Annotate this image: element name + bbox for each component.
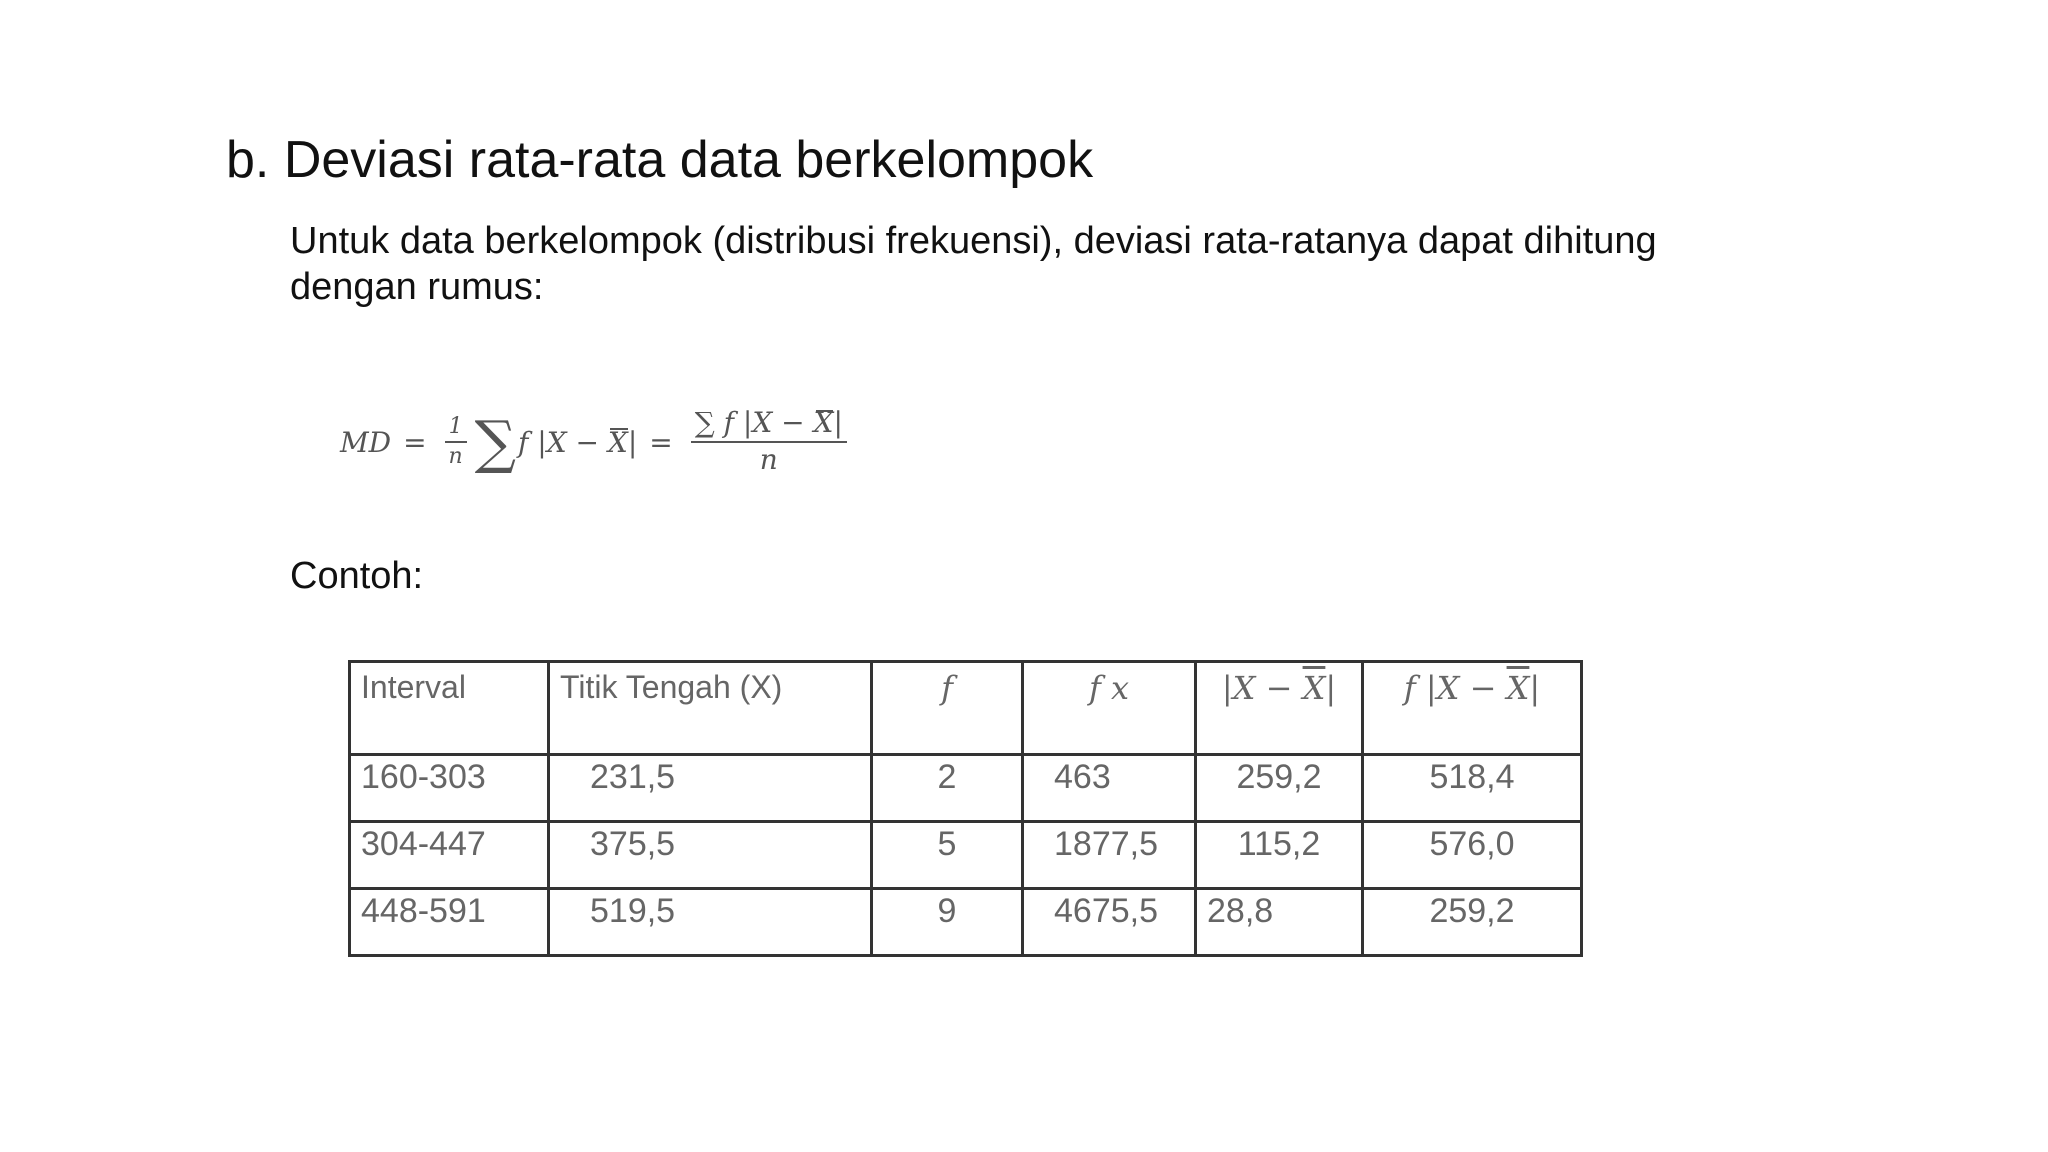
cell-f: 9	[872, 889, 1023, 956]
table-header-row	[350, 662, 1582, 755]
formula-frac1-denominator: n	[448, 444, 463, 469]
header-f-abs-deviation	[1363, 662, 1582, 755]
mean-deviation-formula	[340, 392, 853, 492]
formula-equals-1: =	[403, 425, 427, 459]
table-row	[350, 889, 1582, 956]
formula-frac1-numerator: 1	[445, 415, 467, 443]
formula-fraction-one-over-n	[445, 415, 467, 469]
formula-frac2-denominator: n	[759, 443, 778, 476]
header-dev-suffix: |	[1325, 669, 1337, 707]
formula-lhs: MD	[340, 425, 392, 459]
cell-f-abs-deviation: 576,0	[1363, 822, 1582, 889]
header-fdev-suffix: |	[1529, 669, 1541, 707]
cell-fx: 4675,5	[1023, 889, 1196, 956]
formula-frac2-num-start: ∑ f |X −	[694, 406, 814, 440]
cell-abs-deviation: 259,2	[1196, 755, 1363, 822]
cell-interval: 448-591	[350, 889, 549, 956]
formula-term-end: |	[627, 425, 638, 459]
formula-frac2-xbar: X	[813, 406, 834, 440]
header-f: f	[872, 662, 1023, 755]
formula-term-xbar: X	[607, 425, 628, 459]
cell-f-abs-deviation: 518,4	[1363, 755, 1582, 822]
cell-f: 5	[872, 822, 1023, 889]
formula-sigma: ∑	[474, 408, 516, 476]
table-row	[350, 755, 1582, 822]
header-dev-prefix: |X −	[1221, 669, 1303, 707]
cell-f-abs-deviation: 259,2	[1363, 889, 1582, 956]
header-abs-deviation	[1196, 662, 1363, 755]
formula-frac2-num-end: |	[833, 406, 843, 440]
formula-frac2-numerator	[691, 408, 847, 443]
header-titik-tengah: Titik Tengah (X)	[549, 662, 872, 755]
example-label: Contoh:	[290, 555, 424, 597]
cell-fx: 463	[1023, 755, 1196, 822]
cell-abs-deviation: 28,8	[1196, 889, 1363, 956]
cell-fx: 1877,5	[1023, 822, 1196, 889]
header-fdev-prefix: f |X −	[1403, 669, 1507, 707]
header-fdev-xbar: $\overline{X}$	[1506, 669, 1530, 707]
cell-interval: 304-447	[350, 822, 549, 889]
frequency-table	[348, 660, 1583, 957]
header-dev-xbar: $\overline{X}$	[1302, 669, 1326, 707]
table-row	[350, 822, 1582, 889]
cell-abs-deviation: 115,2	[1196, 822, 1363, 889]
formula-fraction-sum-over-n	[691, 408, 847, 476]
header-fx: f x	[1023, 662, 1196, 755]
cell-f: 2	[872, 755, 1023, 822]
intro-text: Untuk data berkelompok (distribusi frekuensi), deviasi rata-ratanya dapat dihitung dengan rumus:	[290, 220, 1657, 308]
formula-term-start: f |X −	[518, 425, 608, 459]
cell-interval: 160-303	[350, 755, 549, 822]
cell-titik-tengah: 519,5	[549, 889, 872, 956]
cell-titik-tengah: 231,5	[549, 755, 872, 822]
formula-equals-2: =	[649, 425, 673, 459]
formula-term	[518, 426, 637, 459]
cell-titik-tengah: 375,5	[549, 822, 872, 889]
header-interval: Interval	[350, 662, 549, 755]
section-heading: b. Deviasi rata-rata data berkelompok	[226, 131, 1094, 189]
